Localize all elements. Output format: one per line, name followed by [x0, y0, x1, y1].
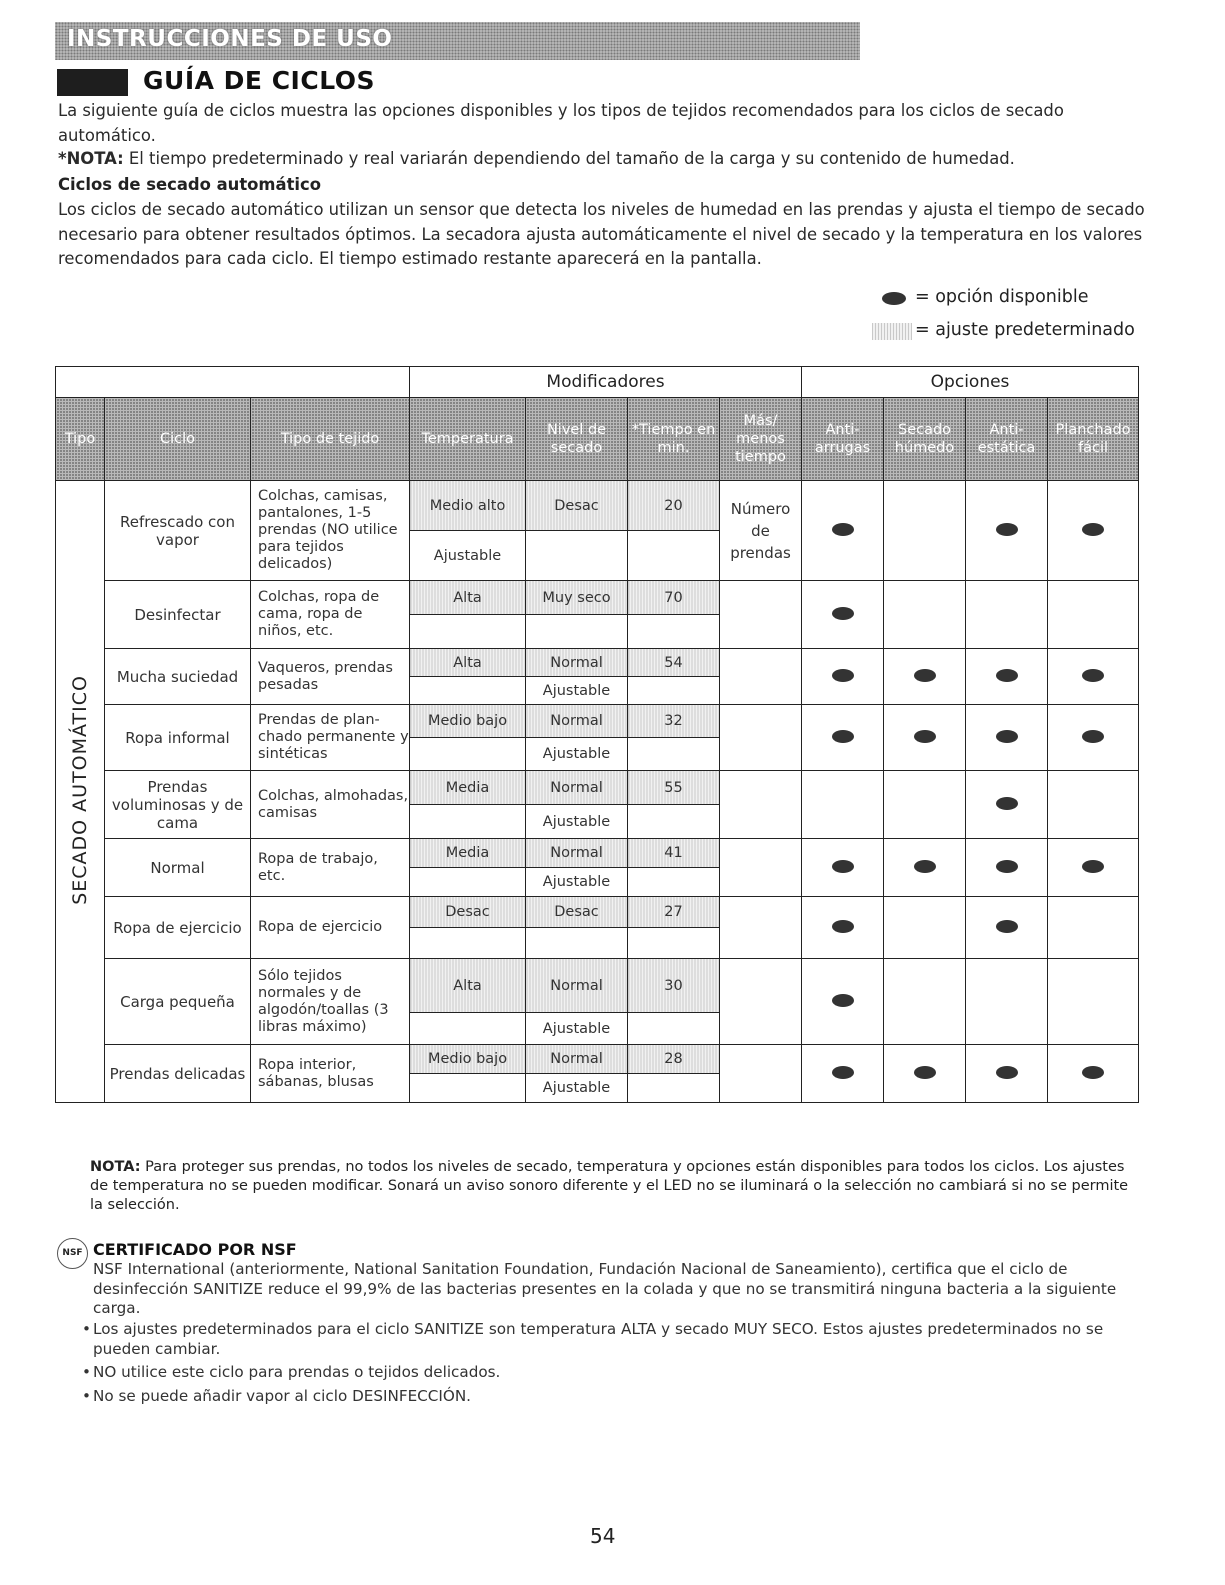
option-anti-arrugas: [802, 481, 884, 581]
option-planchado: [1048, 959, 1139, 1045]
col-header-tiempo: *Tiempo en min.: [628, 398, 720, 481]
option-available-dot-icon: [996, 860, 1018, 873]
option-secado-humedo: [884, 897, 966, 959]
fabric-type: Colchas, camisas, pantalones, 1-5 prendas (NO utilice para tejidos delicados): [251, 481, 410, 581]
option-available-dot-icon: [1082, 669, 1104, 682]
page-title: GUÍA DE CICLOS: [143, 66, 375, 95]
more-less-time: [720, 839, 802, 897]
option-planchado: [1048, 1045, 1139, 1103]
option-anti-arrugas: [802, 959, 884, 1045]
option-available-dot-icon: [832, 920, 854, 933]
col-header-planchado: Planchado fácil: [1048, 398, 1139, 481]
nivel-default: Desac: [526, 481, 628, 531]
option-secado-humedo: [884, 581, 966, 649]
option-available-dot-icon: [832, 994, 854, 1007]
option-anti-arrugas: [802, 771, 884, 839]
option-available-dot-icon: [832, 1066, 854, 1079]
tiempo-default: 54: [628, 649, 720, 677]
option-available-dot-icon: [1082, 1066, 1104, 1079]
tiempo-adjustable: [628, 928, 720, 959]
fabric-type: Ropa de trabajo, etc.: [251, 839, 410, 897]
fabric-type: Ropa interior, sábanas, blusas: [251, 1045, 410, 1103]
col-header-anti-arrugas: Anti- arrugas: [802, 398, 884, 481]
cycle-name: Refrescado con vapor: [105, 481, 251, 581]
col-header-secado-humedo: Secado húmedo: [884, 398, 966, 481]
option-planchado: [1048, 649, 1139, 705]
cycle-name: Desinfectar: [105, 581, 251, 649]
temp-adjustable: Ajustable: [410, 531, 526, 581]
nivel-default: Normal: [526, 1045, 628, 1074]
option-anti-estatica: [966, 771, 1048, 839]
nsf-title: CERTIFICADO POR NSF: [93, 1240, 297, 1259]
more-less-time: [720, 1045, 802, 1103]
tiempo-adjustable: [628, 677, 720, 705]
option-anti-arrugas: [802, 839, 884, 897]
nivel-default: Normal: [526, 839, 628, 868]
option-available-dot-icon: [832, 860, 854, 873]
auto-description: Los ciclos de secado automático utilizan un sensor que detecta los niveles de humedad en las prendas y ajusta el tiempo de secado necesario para obtener resultados óptimos. La secadora ajusta automáticamente el nivel de secado y la temperatura en los valores recomendados para cada ciclo. El tiempo estimado restante aparecerá en la pantalla.: [58, 200, 1145, 268]
nivel-default: Desac: [526, 897, 628, 928]
table-row: [56, 581, 1139, 615]
option-available-dot-icon: [1082, 730, 1104, 743]
temp-adjustable: [410, 738, 526, 771]
option-available-dot-icon: [996, 920, 1018, 933]
tiempo-default: 28: [628, 1045, 720, 1074]
option-available-dot-icon: [832, 523, 854, 536]
option-secado-humedo: [884, 839, 966, 897]
temp-adjustable: [410, 615, 526, 649]
table-row: [56, 481, 1139, 531]
tiempo-adjustable: [628, 868, 720, 897]
group-header-opciones: Opciones: [802, 367, 1139, 398]
temp-default: Medio bajo: [410, 705, 526, 738]
note-text: El tiempo predeterminado y real variarán dependiendo del tamaño de la carga y su contenido de humedad.: [123, 149, 1015, 168]
temp-default: Alta: [410, 649, 526, 677]
col-header-tejido: Tipo de tejido: [251, 398, 410, 481]
intro-paragraph: La siguiente guía de ciclos muestra las opciones disponibles y los tipos de tejidos recomendados para los ciclos de secado automático.: [58, 101, 1064, 145]
col-header-ciclo: Ciclo: [105, 398, 251, 481]
tiempo-default: 20: [628, 481, 720, 531]
option-anti-arrugas: [802, 897, 884, 959]
col-header-anti-estatica: Anti- estática: [966, 398, 1048, 481]
temp-adjustable: [410, 868, 526, 897]
legend-default-label: = ajuste predeterminado: [915, 320, 1135, 340]
more-less-time: [720, 959, 802, 1045]
temp-adjustable: [410, 677, 526, 705]
option-anti-arrugas: [802, 705, 884, 771]
table-row: [56, 959, 1139, 1013]
list-item: • No se puede añadir vapor al ciclo DESINFECCIÓN.: [82, 1386, 472, 1405]
tiempo-adjustable: [628, 1074, 720, 1103]
bottom-note: [90, 1158, 1130, 1215]
tiempo-default: 27: [628, 897, 720, 928]
option-anti-arrugas: [802, 1045, 884, 1103]
option-planchado: [1048, 481, 1139, 581]
cycle-name: Normal: [105, 839, 251, 897]
legend-available-label: = opción disponible: [915, 287, 1089, 307]
tiempo-adjustable: [628, 738, 720, 771]
nsf-logo-icon: NSF: [57, 1238, 88, 1269]
more-less-time: [720, 897, 802, 959]
option-available-dot-icon: [832, 730, 854, 743]
more-less-time: [720, 581, 802, 649]
temp-adjustable: [410, 1013, 526, 1045]
option-planchado: [1048, 705, 1139, 771]
option-available-dot-icon: [914, 860, 936, 873]
fabric-type: Ropa de ejercicio: [251, 897, 410, 959]
bottom-note-text: Para proteger sus prendas, no todos los niveles de secado, temperatura y opciones están disponibles para todos los ciclos. Los ajustes de temperatura no se pueden modificar. Sonará un aviso sonoro diferente y el LED no se iluminará o la selección no cambiará si no se permite la selección.: [90, 1159, 1129, 1213]
nivel-default: Muy seco: [526, 581, 628, 615]
list-item: • NO utilice este ciclo para prendas o tejidos delicados.: [82, 1363, 501, 1381]
temp-default: Media: [410, 771, 526, 805]
hatch-swatch-icon: [872, 323, 912, 340]
temp-adjustable: [410, 1074, 526, 1103]
option-available-dot-icon: [1082, 860, 1104, 873]
temp-default: Desac: [410, 897, 526, 928]
option-planchado: [1048, 839, 1139, 897]
option-anti-estatica: [966, 839, 1048, 897]
temp-default: Alta: [410, 959, 526, 1013]
tiempo-default: 30: [628, 959, 720, 1013]
subsection-title: Ciclos de secado automático: [58, 175, 322, 194]
fabric-type: Sólo tejidos normales y de algodón/toallas (3 libras máximo): [251, 959, 410, 1045]
tiempo-adjustable: [628, 1013, 720, 1045]
option-available-dot-icon: [832, 669, 854, 682]
option-secado-humedo: [884, 649, 966, 705]
tiempo-default: 32: [628, 705, 720, 738]
table-row: [56, 705, 1139, 738]
option-available-dot-icon: [996, 730, 1018, 743]
note-label: *NOTA:: [58, 149, 124, 168]
cycle-name: Ropa informal: [105, 705, 251, 771]
option-anti-estatica: [966, 481, 1048, 581]
option-available-dot-icon: [996, 797, 1018, 810]
option-available-dot-icon: [1082, 523, 1104, 536]
option-anti-estatica: [966, 1045, 1048, 1103]
table-row: [56, 1045, 1139, 1074]
option-anti-arrugas: [802, 581, 884, 649]
nivel-adjustable: Ajustable: [526, 738, 628, 771]
temp-default: Medio bajo: [410, 1045, 526, 1074]
page-number: 54: [590, 1524, 616, 1548]
option-anti-estatica: [966, 581, 1048, 649]
col-header-temperatura: Temperatura: [410, 398, 526, 481]
cycle-guide-table: [55, 366, 1139, 1103]
more-less-time: [720, 705, 802, 771]
option-secado-humedo: [884, 705, 966, 771]
nivel-adjustable: Ajustable: [526, 677, 628, 705]
option-available-dot-icon: [996, 523, 1018, 536]
fabric-type: Colchas, almohadas, camisas: [251, 771, 410, 839]
temp-default: Media: [410, 839, 526, 868]
dot-icon: [882, 292, 906, 305]
option-anti-estatica: [966, 959, 1048, 1045]
option-available-dot-icon: [914, 730, 936, 743]
banner-title: INSTRUCCIONES DE USO: [67, 26, 393, 52]
col-header-mas-menos: Más/ menos tiempo: [720, 398, 802, 481]
nivel-adjustable: Ajustable: [526, 868, 628, 897]
col-header-tipo: Tipo: [56, 398, 105, 481]
more-less-time: [720, 771, 802, 839]
note-paragraph: [58, 147, 1158, 172]
nivel-default: Normal: [526, 649, 628, 677]
table-row: [56, 649, 1139, 677]
cycle-name: Ropa de ejercicio: [105, 897, 251, 959]
temp-default: Alta: [410, 581, 526, 615]
header-blank-cell: [56, 367, 410, 398]
option-available-dot-icon: [914, 669, 936, 682]
tipo-cell: [56, 481, 105, 1103]
option-anti-estatica: [966, 649, 1048, 705]
option-secado-humedo: [884, 771, 966, 839]
option-available-dot-icon: [832, 607, 854, 620]
table-row: [56, 839, 1139, 868]
option-available-dot-icon: [996, 1066, 1018, 1079]
option-planchado: [1048, 771, 1139, 839]
option-anti-arrugas: [802, 649, 884, 705]
bottom-note-label: NOTA:: [90, 1159, 141, 1175]
tiempo-default: 55: [628, 771, 720, 805]
cycle-name: Prendas delicadas: [105, 1045, 251, 1103]
option-secado-humedo: [884, 959, 966, 1045]
cycle-name: Mucha suciedad: [105, 649, 251, 705]
nivel-adjustable: Ajustable: [526, 1013, 628, 1045]
table-row: [56, 771, 1139, 805]
nivel-adjustable: [526, 531, 628, 581]
cycle-name: Carga pequeña: [105, 959, 251, 1045]
temp-adjustable: [410, 928, 526, 959]
option-anti-estatica: [966, 705, 1048, 771]
nivel-adjustable: [526, 928, 628, 959]
col-header-nivel-secado: Nivel de secado: [526, 398, 628, 481]
fabric-type: Colchas, ropa de cama, ropa de niños, etc.: [251, 581, 410, 649]
option-planchado: [1048, 897, 1139, 959]
nivel-adjustable: Ajustable: [526, 805, 628, 839]
tiempo-adjustable: [628, 615, 720, 649]
more-less-time: [720, 649, 802, 705]
tiempo-default: 41: [628, 839, 720, 868]
group-header-modificadores: Modificadores: [410, 367, 802, 398]
option-anti-estatica: [966, 897, 1048, 959]
nsf-body: NSF International (anteriormente, National Sanitation Foundation, Fundación Nacional de Saneamiento), certifica que el ciclo de desinfección SANITIZE reduce el 99,9% de las bacterias presentes en la colada y que no se transmitirá ninguna bacteria a la siguiente carga.: [93, 1260, 1117, 1317]
tipo-label: SECADO AUTOMÁTICO: [69, 674, 91, 905]
tiempo-default: 70: [628, 581, 720, 615]
nivel-adjustable: Ajustable: [526, 1074, 628, 1103]
table-row: [56, 897, 1139, 928]
option-planchado: [1048, 581, 1139, 649]
option-available-dot-icon: [996, 669, 1018, 682]
temp-adjustable: [410, 805, 526, 839]
temp-default: Medio alto: [410, 481, 526, 531]
section-banner: [55, 22, 860, 60]
list-item: • Los ajustes predeterminados para el ciclo SANITIZE son temperatura ALTA y secado MUY SECO. Estos ajustes predeterminados no se pueden cambiar.: [82, 1320, 1104, 1358]
fabric-type: Prendas de plan- chado permanente y sintéticas: [251, 705, 410, 771]
tiempo-adjustable: [628, 531, 720, 581]
option-secado-humedo: [884, 1045, 966, 1103]
tiempo-adjustable: [628, 805, 720, 839]
nsf-bullet-list: [78, 1320, 1163, 1410]
option-secado-humedo: [884, 481, 966, 581]
option-available-dot-icon: [914, 1066, 936, 1079]
section-marker: [57, 69, 128, 96]
nivel-default: Normal: [526, 959, 628, 1013]
nivel-default: Normal: [526, 771, 628, 805]
fabric-type: Vaqueros, prendas pesadas: [251, 649, 410, 705]
more-less-time: Número de prendas: [720, 481, 802, 581]
cycle-name: Prendas voluminosas y de cama: [105, 771, 251, 839]
nivel-adjustable: [526, 615, 628, 649]
nivel-default: Normal: [526, 705, 628, 738]
